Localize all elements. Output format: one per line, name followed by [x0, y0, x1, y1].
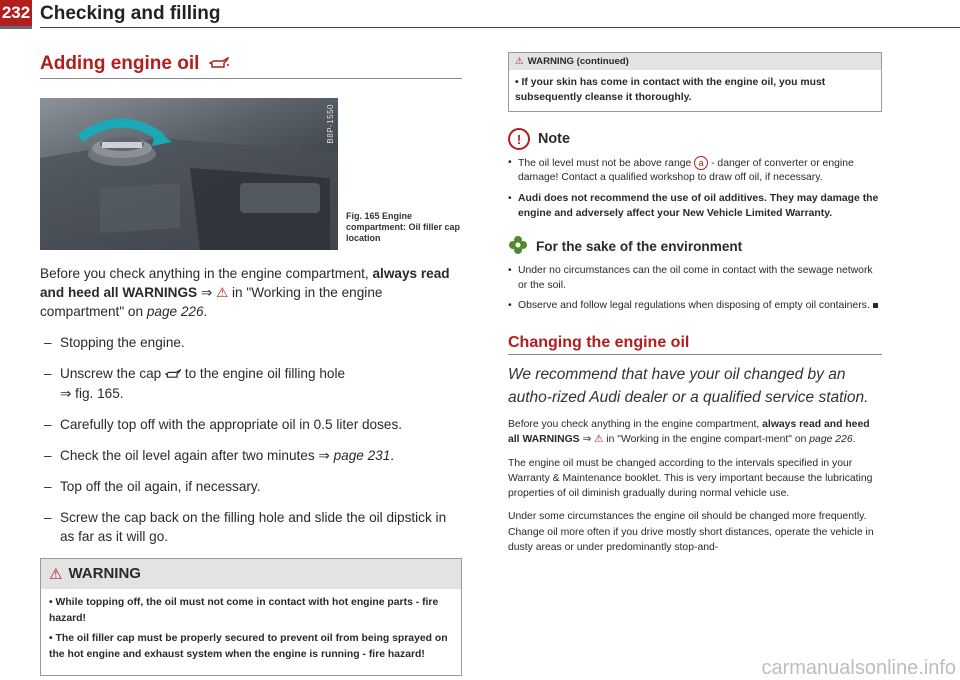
note-item: • The oil level must not be above range a - danger of converter or engine damage! Contact a qualified workshop to draw off oil, if necessary.: [508, 156, 882, 186]
section-title-changing-oil: Changing the engine oil: [508, 333, 690, 351]
warning-triangle-icon: ⚠: [49, 565, 63, 583]
warning-body: [41, 589, 461, 675]
page-reference-link[interactable]: page 226: [809, 434, 853, 446]
warning-item: • The oil filler cap must be properly secured to prevent oil from being sprayed on the hot engine and exhaust system when the engine is running - fire hazard!: [49, 632, 448, 660]
section-title-adding-oil: [40, 52, 462, 76]
figure-caption: Fig. 165 Engine compartment: Oil filler cap location: [346, 211, 461, 244]
note-icon: !: [508, 128, 530, 150]
engine-photo: [40, 98, 338, 250]
page-number: 232: [0, 0, 32, 26]
oil-can-icon: [165, 365, 181, 384]
intro-warning-emphasis: always read and heed all WARNINGS: [40, 266, 450, 301]
section-title-rule: [40, 78, 462, 79]
page-reference-link[interactable]: page 226: [146, 304, 204, 320]
warning-triangle-icon: ⚠: [216, 285, 229, 301]
warning-item: • While topping off, the oil must not come in contact with hot engine parts - fire hazard!: [49, 596, 439, 624]
step-item: – Unscrew the cap to the engine oil filling hole ⇒ fig. 165.: [40, 364, 462, 403]
warning-continued-label: WARNING (continued): [527, 56, 629, 67]
section-title-text: Adding engine oil: [40, 53, 200, 75]
right-column: [508, 52, 882, 555]
note-item: • Audi does not recommend the use of oil additives. They may damage the engine and adversely affect your New Vehicle Limited Warranty.: [508, 192, 882, 221]
section-title-rule: [508, 354, 882, 355]
figure-reference-link[interactable]: ⇒ fig. 165.: [60, 385, 124, 401]
note-list: [508, 156, 882, 221]
note-label: Note: [538, 131, 570, 147]
environment-leaf-icon: [508, 235, 528, 258]
step-item: – Carefully top off with the appropriate oil in 0.5 liter doses.: [40, 415, 462, 434]
note-heading: [508, 128, 882, 150]
step-item: – Screw the cap back on the filling hole and slide the oil dipstick in as far as it will go.: [40, 508, 462, 546]
paragraph: The engine oil must be changed according to the intervals specified in your Warranty & Maintenance booklet. This is very important because the lubricating properties of oil diminish gradually during normal vehicle use.: [508, 457, 873, 500]
warning-header: [41, 559, 461, 589]
header-rule: [40, 27, 960, 28]
range-marker: a: [694, 156, 708, 170]
step-item: – Top off the oil again, if necessary.: [40, 477, 462, 496]
figure-block: [40, 98, 462, 250]
warning-continued-box: [508, 52, 882, 112]
page-header: [0, 0, 960, 34]
warning-label: WARNING: [68, 565, 141, 583]
environment-label: For the sake of the environment: [536, 239, 743, 255]
end-of-section-mark: [873, 303, 878, 308]
left-column: [40, 52, 462, 676]
environment-list: [508, 264, 882, 314]
arrow-icon: ⇒: [200, 285, 213, 301]
lead-paragraph: We recommend that have your oil changed by an autho-rized Audi dealer or a qualified service station.: [508, 365, 869, 406]
environment-item: • Observe and follow legal regulations when disposing of empty oil containers.: [508, 299, 882, 314]
warning-continued-body: • If your skin has come in contact with the engine oil, you must subsequently cleanse it thoroughly.: [515, 77, 826, 103]
intro-text: Before you check anything in the engine compartment,: [40, 266, 369, 282]
step-list: [40, 333, 462, 546]
paragraph: Before you check anything in the engine compartment, always read and heed all WARNINGS ⇒ ⚠ in "Working in the engine compart-ment" on page 226.: [508, 418, 870, 446]
figure-code: B8P-1550: [326, 104, 335, 144]
warning-triangle-icon: ⚠: [594, 434, 604, 446]
step-item: – Check the oil level again after two minutes ⇒ page 231.: [40, 446, 462, 465]
intro-text-cont: in "Working in the engine compartment" on: [40, 285, 383, 320]
intro-paragraph: Before you check anything in the engine compartment, always read and heed all WARNINGS ⇒ ⚠ in "Working in the engine compartment" on page 226.: [40, 266, 450, 320]
warning-continued-header: [509, 53, 881, 70]
engine-illustration: [40, 98, 338, 250]
environment-heading: [508, 235, 882, 258]
page-number-stripe: [0, 26, 32, 29]
watermark: carmanualsonline.info: [761, 657, 956, 679]
running-title: Checking and filling: [40, 3, 221, 24]
oil-can-icon: [209, 52, 229, 76]
step-item: – Stopping the engine.: [40, 333, 462, 352]
environment-item: • Under no circumstances can the oil come in contact with the sewage network or the soil.: [508, 264, 882, 293]
page-reference-link[interactable]: page 231: [333, 447, 391, 463]
warning-box: [40, 558, 462, 676]
warning-triangle-icon: ⚠: [515, 56, 524, 67]
paragraph: Under some circumstances the engine oil should be changed more frequently. Change oil more often if you drive mostly short distances, operate the vehicle in dusty areas or under predominantly stop-and-: [508, 511, 874, 553]
